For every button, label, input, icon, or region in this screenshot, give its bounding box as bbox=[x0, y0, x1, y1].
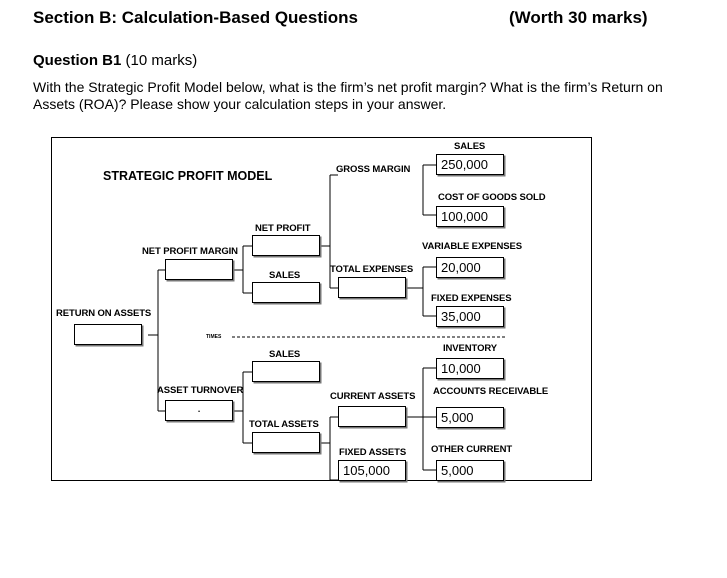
return-on-assets-box[interactable] bbox=[74, 324, 142, 345]
label-asset-turnover: ASSET TURNOVER bbox=[157, 385, 244, 396]
label-total-expenses: TOTAL EXPENSES bbox=[330, 264, 414, 275]
times-label: TIMES bbox=[206, 334, 222, 340]
inventory-box[interactable]: 10,000 bbox=[436, 358, 504, 379]
label-inventory: INVENTORY bbox=[443, 343, 497, 354]
label-cogs: COST OF GOODS SOLD bbox=[438, 192, 546, 203]
question-heading bbox=[33, 52, 197, 69]
label-total-assets: TOTAL ASSETS bbox=[249, 419, 319, 430]
label-sales-upper: SALES bbox=[269, 270, 301, 281]
label-accounts-receivable: ACCOUNTS RECEIVABLE bbox=[433, 386, 549, 397]
total-expenses-box[interactable] bbox=[338, 277, 406, 298]
label-fixed-expenses: FIXED EXPENSES bbox=[431, 293, 512, 304]
label-other-current: OTHER CURRENT bbox=[431, 444, 513, 455]
label-net-profit-margin: NET PROFIT MARGIN bbox=[142, 246, 238, 257]
sales-lower-box[interactable] bbox=[252, 361, 320, 382]
total-assets-box[interactable] bbox=[252, 432, 320, 453]
net-profit-box[interactable] bbox=[252, 235, 320, 256]
worth-marks: (Worth 30 marks) bbox=[509, 8, 648, 27]
accounts-receivable-box[interactable]: 5,000 bbox=[436, 407, 504, 428]
sales-upper-box[interactable] bbox=[252, 282, 320, 303]
diagram-title: STRATEGIC PROFIT MODEL bbox=[103, 169, 273, 183]
question-text: With the Strategic Profit Model below, what is the firm’s net profit margin? What is the firm’s Return on Assets (ROA)? Please show your calculation steps in your answer. bbox=[33, 79, 663, 112]
label-net-profit: NET PROFIT bbox=[255, 223, 311, 234]
asset-turnover-box[interactable]: . bbox=[165, 400, 233, 421]
sales-box[interactable]: 250,000 bbox=[436, 154, 504, 175]
question-label: Question B1 bbox=[33, 52, 122, 69]
variable-expenses-box[interactable]: 20,000 bbox=[436, 257, 504, 278]
other-current-box[interactable]: 5,000 bbox=[436, 460, 504, 481]
current-assets-box[interactable] bbox=[338, 406, 406, 427]
label-variable-expenses: VARIABLE EXPENSES bbox=[422, 241, 523, 252]
fixed-assets-box[interactable]: 105,000 bbox=[338, 460, 406, 481]
label-sales-lower: SALES bbox=[269, 349, 301, 360]
label-gross-margin: GROSS MARGIN bbox=[336, 164, 411, 175]
label-fixed-assets: FIXED ASSETS bbox=[339, 447, 407, 458]
strategic-profit-model-diagram bbox=[51, 137, 592, 481]
net-profit-margin-box[interactable] bbox=[165, 259, 233, 280]
section-title: Section B: Calculation-Based Questions bbox=[33, 8, 358, 27]
cogs-box[interactable]: 100,000 bbox=[436, 206, 504, 227]
label-return-on-assets: RETURN ON ASSETS bbox=[56, 308, 152, 319]
fixed-expenses-box[interactable]: 35,000 bbox=[436, 306, 504, 327]
question-marks: (10 marks) bbox=[125, 52, 198, 69]
label-current-assets: CURRENT ASSETS bbox=[330, 391, 416, 402]
label-sales-top: SALES bbox=[454, 141, 486, 152]
